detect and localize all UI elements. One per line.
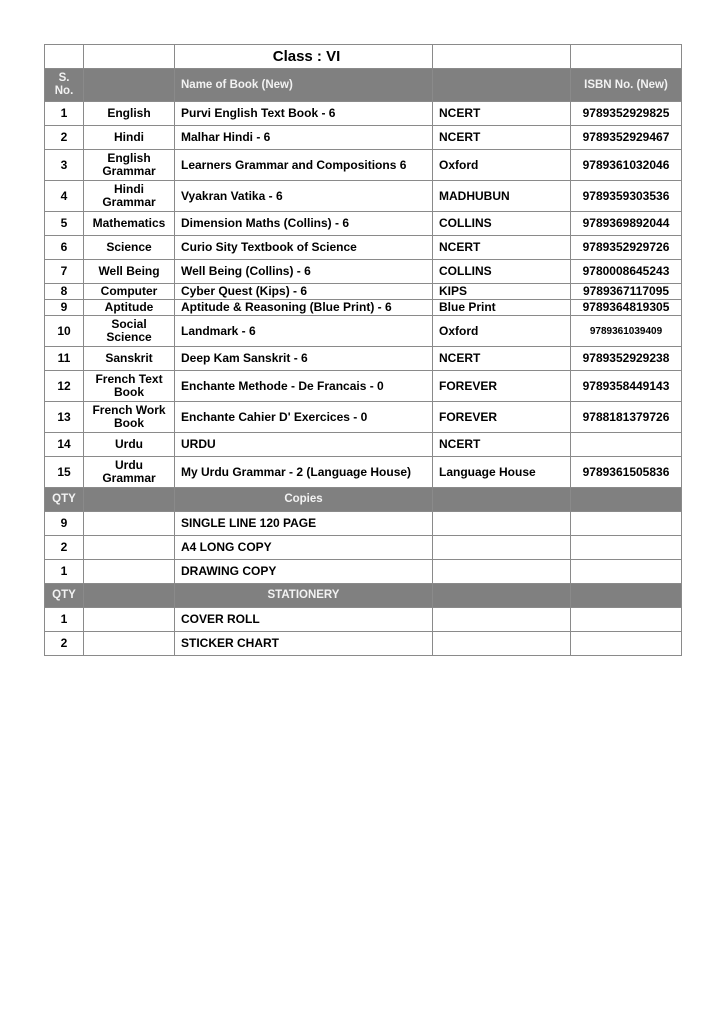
empty-cell xyxy=(84,512,175,536)
publisher: Oxford xyxy=(433,150,571,181)
publisher: Blue Print xyxy=(433,300,571,316)
isbn xyxy=(571,433,682,457)
empty-cell xyxy=(571,608,682,632)
copies-body xyxy=(45,512,682,584)
book-list-table xyxy=(44,44,682,656)
empty-cell xyxy=(433,536,571,560)
books-body xyxy=(45,102,682,488)
book-name: Learners Grammar and Compositions 6 xyxy=(175,150,433,181)
serial-number: 12 xyxy=(45,371,84,402)
book-row xyxy=(45,371,682,402)
quantity: 9 xyxy=(45,512,84,536)
empty-cell xyxy=(571,45,682,69)
book-name: Enchante Methode - De Francais - 0 xyxy=(175,371,433,402)
empty-cell xyxy=(433,512,571,536)
item-name: DRAWING COPY xyxy=(175,560,433,584)
empty-cell xyxy=(84,608,175,632)
subject: French Text Book xyxy=(84,371,175,402)
subject: French Work Book xyxy=(84,402,175,433)
column-header-row xyxy=(45,69,682,102)
header-subject xyxy=(84,69,175,102)
book-row xyxy=(45,236,682,260)
isbn: 9789367117095 xyxy=(571,284,682,300)
publisher: KIPS xyxy=(433,284,571,300)
book-row xyxy=(45,150,682,181)
book-name: Vyakran Vatika - 6 xyxy=(175,181,433,212)
copies-row xyxy=(45,536,682,560)
book-row xyxy=(45,126,682,150)
title-row xyxy=(45,45,682,69)
header-publisher xyxy=(433,69,571,102)
serial-number: 4 xyxy=(45,181,84,212)
publisher: COLLINS xyxy=(433,212,571,236)
publisher: FOREVER xyxy=(433,371,571,402)
subject: Social Science xyxy=(84,316,175,347)
subject: Aptitude xyxy=(84,300,175,316)
empty-cell xyxy=(433,488,571,512)
book-row xyxy=(45,284,682,300)
empty-cell xyxy=(84,45,175,69)
empty-cell xyxy=(45,45,84,69)
publisher: FOREVER xyxy=(433,402,571,433)
book-name: Curio Sity Textbook of Science xyxy=(175,236,433,260)
empty-cell xyxy=(433,560,571,584)
serial-number: 13 xyxy=(45,402,84,433)
empty-cell xyxy=(571,536,682,560)
subject: English Grammar xyxy=(84,150,175,181)
item-name: STICKER CHART xyxy=(175,632,433,656)
serial-number: 1 xyxy=(45,102,84,126)
book-name: Enchante Cahier D' Exercices - 0 xyxy=(175,402,433,433)
book-row xyxy=(45,260,682,284)
class-title: Class : VI xyxy=(175,45,433,69)
isbn: 9789361032046 xyxy=(571,150,682,181)
serial-number: 11 xyxy=(45,347,84,371)
subject: Hindi xyxy=(84,126,175,150)
stationery-row xyxy=(45,608,682,632)
empty-cell xyxy=(571,488,682,512)
publisher: NCERT xyxy=(433,126,571,150)
book-row xyxy=(45,102,682,126)
subject: Computer xyxy=(84,284,175,300)
isbn: 9789352929238 xyxy=(571,347,682,371)
book-row xyxy=(45,433,682,457)
book-name: Purvi English Text Book - 6 xyxy=(175,102,433,126)
item-name: A4 LONG COPY xyxy=(175,536,433,560)
stationery-header-row xyxy=(45,584,682,608)
copies-row xyxy=(45,512,682,536)
quantity: 1 xyxy=(45,560,84,584)
subject: English xyxy=(84,102,175,126)
empty-cell xyxy=(571,584,682,608)
copies-header-row xyxy=(45,488,682,512)
isbn: 9789358449143 xyxy=(571,371,682,402)
publisher: COLLINS xyxy=(433,260,571,284)
subject: Mathematics xyxy=(84,212,175,236)
book-row xyxy=(45,181,682,212)
serial-number: 3 xyxy=(45,150,84,181)
subject: Hindi Grammar xyxy=(84,181,175,212)
book-name: URDU xyxy=(175,433,433,457)
book-row xyxy=(45,212,682,236)
isbn: 9780008645243 xyxy=(571,260,682,284)
empty-cell xyxy=(84,560,175,584)
book-row xyxy=(45,300,682,316)
quantity: 1 xyxy=(45,608,84,632)
stationery-body xyxy=(45,608,682,656)
isbn: 9789352929825 xyxy=(571,102,682,126)
empty-cell xyxy=(84,584,175,608)
book-name: Deep Kam Sanskrit - 6 xyxy=(175,347,433,371)
isbn: 9789352929726 xyxy=(571,236,682,260)
isbn: 9789359303536 xyxy=(571,181,682,212)
serial-number: 8 xyxy=(45,284,84,300)
serial-number: 10 xyxy=(45,316,84,347)
isbn: 9788181379726 xyxy=(571,402,682,433)
stationery-qty-header: QTY xyxy=(45,584,84,608)
serial-number: 14 xyxy=(45,433,84,457)
header-isbn: ISBN No. (New) xyxy=(571,69,682,102)
publisher: NCERT xyxy=(433,236,571,260)
empty-cell xyxy=(433,608,571,632)
book-name: Malhar Hindi - 6 xyxy=(175,126,433,150)
stationery-row xyxy=(45,632,682,656)
publisher: Oxford xyxy=(433,316,571,347)
subject: Well Being xyxy=(84,260,175,284)
serial-number: 2 xyxy=(45,126,84,150)
serial-number: 15 xyxy=(45,457,84,488)
book-name: Aptitude & Reasoning (Blue Print) - 6 xyxy=(175,300,433,316)
book-name: Landmark - 6 xyxy=(175,316,433,347)
header-book-name: Name of Book (New) xyxy=(175,69,433,102)
copies-row xyxy=(45,560,682,584)
book-row xyxy=(45,402,682,433)
empty-cell xyxy=(571,632,682,656)
serial-number: 6 xyxy=(45,236,84,260)
quantity: 2 xyxy=(45,632,84,656)
item-name: SINGLE LINE 120 PAGE xyxy=(175,512,433,536)
isbn: 9789369892044 xyxy=(571,212,682,236)
serial-number: 5 xyxy=(45,212,84,236)
isbn: 9789364819305 xyxy=(571,300,682,316)
empty-cell xyxy=(433,45,571,69)
isbn: 9789361039409 xyxy=(571,316,682,347)
header-sno: S. No. xyxy=(45,69,84,102)
publisher: NCERT xyxy=(433,347,571,371)
subject: Urdu xyxy=(84,433,175,457)
item-name: COVER ROLL xyxy=(175,608,433,632)
quantity: 2 xyxy=(45,536,84,560)
empty-cell xyxy=(571,560,682,584)
empty-cell xyxy=(84,536,175,560)
copies-qty-header: QTY xyxy=(45,488,84,512)
subject: Urdu Grammar xyxy=(84,457,175,488)
empty-cell xyxy=(84,488,175,512)
publisher: Language House xyxy=(433,457,571,488)
book-row xyxy=(45,457,682,488)
serial-number: 7 xyxy=(45,260,84,284)
isbn: 9789352929467 xyxy=(571,126,682,150)
serial-number: 9 xyxy=(45,300,84,316)
publisher: NCERT xyxy=(433,102,571,126)
empty-cell xyxy=(433,632,571,656)
copies-section-header: Copies xyxy=(175,488,433,512)
empty-cell xyxy=(571,512,682,536)
book-row xyxy=(45,316,682,347)
book-name: Well Being (Collins) - 6 xyxy=(175,260,433,284)
empty-cell xyxy=(433,584,571,608)
stationery-section-header: STATIONERY xyxy=(175,584,433,608)
publisher: MADHUBUN xyxy=(433,181,571,212)
book-name: My Urdu Grammar - 2 (Language House) xyxy=(175,457,433,488)
book-name: Dimension Maths (Collins) - 6 xyxy=(175,212,433,236)
isbn: 9789361505836 xyxy=(571,457,682,488)
empty-cell xyxy=(84,632,175,656)
subject: Sanskrit xyxy=(84,347,175,371)
book-name: Cyber Quest (Kips) - 6 xyxy=(175,284,433,300)
book-row xyxy=(45,347,682,371)
subject: Science xyxy=(84,236,175,260)
publisher: NCERT xyxy=(433,433,571,457)
